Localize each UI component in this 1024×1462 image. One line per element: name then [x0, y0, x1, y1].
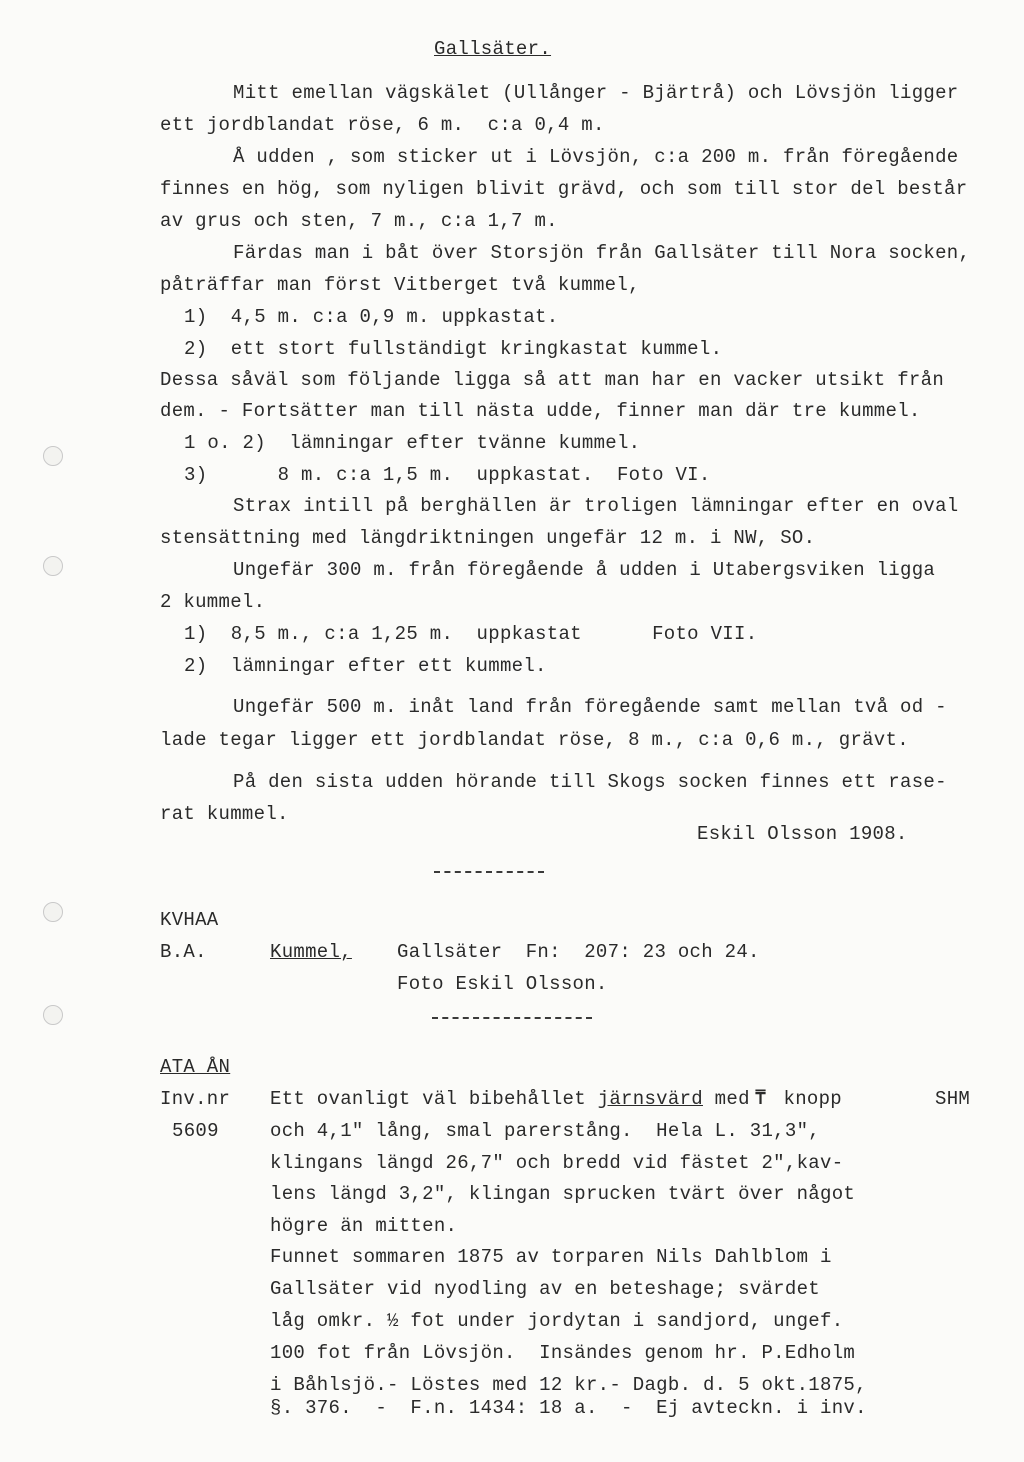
signature-line: Eskil Olsson 1908. — [697, 823, 908, 845]
entry-line: lens längd 3,2", klingan sprucken tvärt över något — [270, 1183, 856, 1205]
separator — [434, 871, 544, 873]
text-line: 1) 4,5 m. c:a 0,9 m. uppkastat. — [184, 306, 559, 328]
entry-text: med — [702, 1088, 750, 1110]
kummel-label: Kummel, — [270, 941, 352, 963]
punch-hole — [43, 446, 63, 466]
ba-label: B.A. — [160, 941, 207, 963]
text-line: Färdas man i båt över Storsjön från Gallsäter till Nora socken, — [233, 242, 971, 264]
text-line: av grus och sten, 7 m., c:a 1,7 m. — [160, 210, 558, 232]
text-line: lade tegar ligger ett jordblandat röse, 8 m., c:a 0,6 m., grävt. — [160, 729, 909, 751]
kvhaa-label: KVHAA — [160, 909, 219, 931]
entry-line: högre än mitten. — [270, 1215, 458, 1237]
text-line: 3) 8 m. c:a 1,5 m. uppkastat. Foto VI. — [184, 464, 711, 486]
text-line: finnes en hög, som nyligen blivit grävd, och som till stor del består — [160, 178, 968, 200]
text-line: dem. - Fortsätter man till nästa udde, finner man där tre kummel. — [160, 400, 921, 422]
text-line: 2) lämningar efter ett kummel. — [184, 655, 547, 677]
inv-label: Inv.nr — [160, 1088, 231, 1110]
text-line: Mitt emellan vägskälet (Ullånger - Bjärtrå) och Lövsjön ligger — [233, 82, 959, 104]
text-line: På den sista udden hörande till Skogs socken finnes ett rase- — [233, 771, 947, 793]
text-line: Ungefär 300 m. från föregående å udden i Utabergsviken ligga — [233, 559, 936, 581]
text-line: 2) ett stort fullständigt kringkastat kummel. — [184, 338, 723, 360]
text-line: Å udden , som sticker ut i Lövsjön, c:a 200 m. från föregående — [233, 146, 959, 168]
text-line: 1) 8,5 m., c:a 1,25 m. uppkastat Foto VII. — [184, 623, 758, 645]
inv-number: 5609 — [172, 1120, 219, 1142]
entry-line: Gallsäter vid nyodling av en beteshage; svärdet — [270, 1278, 820, 1300]
text-line: rat kummel. — [160, 803, 289, 825]
entry-line: 100 fot från Lövsjön. Insändes genom hr. P.Edholm — [270, 1342, 856, 1364]
entry-text-underlined: järnsvärd — [597, 1088, 703, 1110]
ata-label: ATA ÅN — [160, 1056, 231, 1078]
punch-hole — [43, 556, 63, 576]
page-title: Gallsäter. — [434, 38, 552, 60]
text-line: påträffar man först Vitberget två kummel, — [160, 274, 640, 296]
text-line: stensättning med längdriktningen ungefär 12 m. i NW, SO. — [160, 527, 816, 549]
entry-line: i Båhlsjö.- Löstes med 12 kr.- Dagb. d. 5 okt.1875, — [270, 1374, 867, 1396]
entry-line: klingans längd 26,7" och bredd vid fästet 2",kav- — [270, 1152, 844, 1174]
entry-text: knopp — [771, 1088, 843, 1110]
pommel-symbol-icon: ⍑ — [754, 1088, 767, 1110]
entry-line: och 4,1" lång, smal parerstång. Hela L. 31,3", — [270, 1120, 820, 1142]
kvhaa-photo: Foto Eskil Olsson. — [397, 973, 608, 995]
entry-line: låg omkr. ½ fot under jordytan i sandjord, ungef. — [270, 1310, 844, 1332]
text-line: 2 kummel. — [160, 591, 266, 613]
text-line: Ungefär 500 m. inåt land från föregående samt mellan två od - — [233, 696, 947, 718]
kvhaa-reference: Gallsäter Fn: 207: 23 och 24. — [397, 941, 760, 963]
entry-line — [270, 1088, 842, 1110]
entry-text: Ett ovanligt väl bibehållet — [270, 1088, 598, 1110]
museum-code: SHM — [935, 1088, 971, 1110]
text-line: Dessa såväl som följande ligga så att man har en vacker utsikt från — [160, 369, 945, 391]
punch-hole — [43, 902, 63, 922]
entry-line: Funnet sommaren 1875 av torparen Nils Dahlblom i — [270, 1246, 832, 1268]
text-line: 1 o. 2) lämningar efter tvänne kummel. — [184, 432, 641, 454]
punch-hole — [43, 1005, 63, 1025]
separator — [432, 1017, 592, 1019]
text-line: Strax intill på berghällen är troligen lämningar efter en oval — [233, 495, 959, 517]
entry-line: §. 376. - F.n. 1434: 18 a. - Ej avteckn. i inv. — [270, 1397, 867, 1419]
text-line: ett jordblandat röse, 6 m. c:a 0,4 m. — [160, 114, 605, 136]
